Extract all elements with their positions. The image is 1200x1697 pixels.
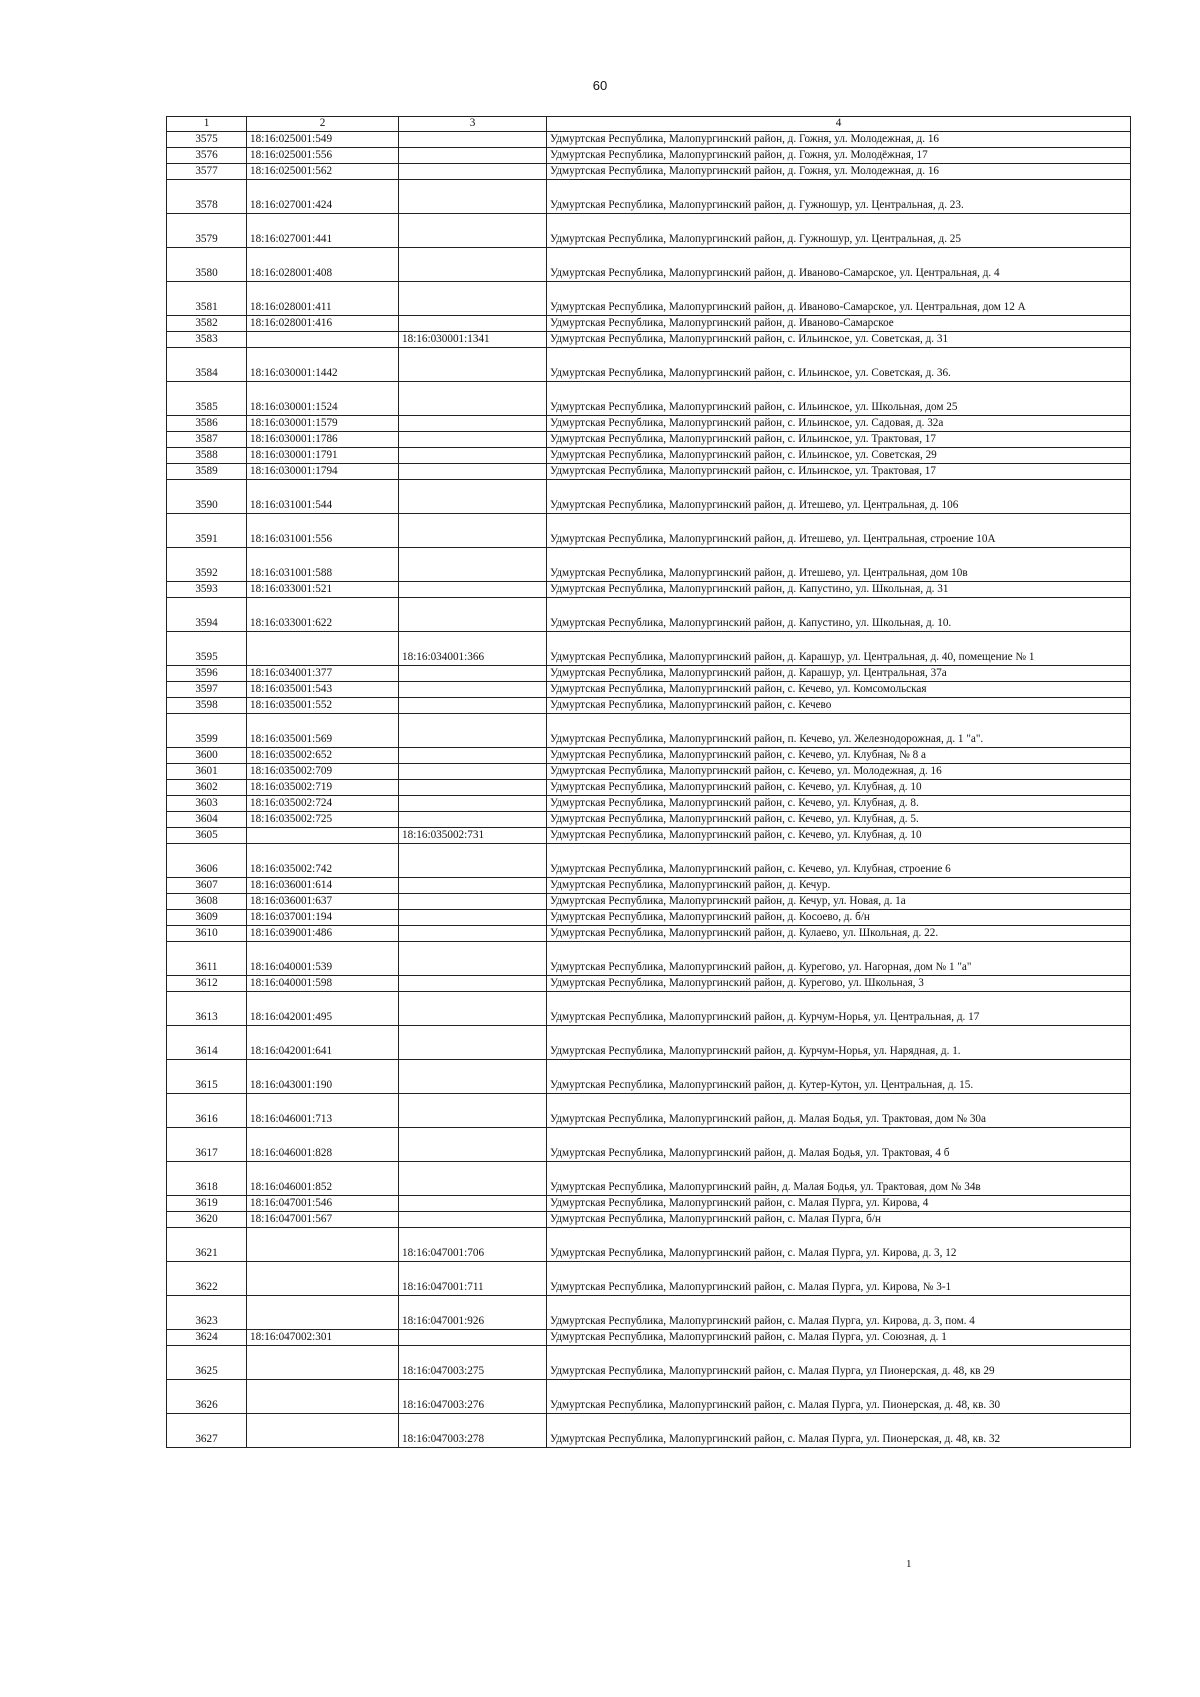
row-number-cell: 3625: [167, 1345, 247, 1379]
table-row: [167, 131, 1131, 147]
table-row: [167, 179, 1131, 213]
cadastral-number-alt-cell: [399, 713, 547, 747]
table-row: [167, 213, 1131, 247]
header-col-2: 2: [247, 117, 399, 132]
table-row: [167, 975, 1131, 991]
cadastral-number-alt-cell: 18:16:034001:366: [399, 631, 547, 665]
address-cell: Удмуртская Республика, Малопургинский район, с. Ильинское, ул. Трактовая, 17: [547, 431, 1131, 447]
cadastral-number-cell: [247, 1295, 399, 1329]
row-number-cell: 3586: [167, 415, 247, 431]
cadastral-number-cell: [247, 1379, 399, 1413]
address-cell: Удмуртская Республика, Малопургинский район, д. Кечур, ул. Новая, д. 1а: [547, 893, 1131, 909]
address-cell: Удмуртская Республика, Малопургинский район, с. Кечево, ул. Клубная, д. 10: [547, 827, 1131, 843]
cadastral-number-alt-cell: [399, 479, 547, 513]
table-row: [167, 1329, 1131, 1345]
row-number-cell: 3579: [167, 213, 247, 247]
cadastral-number-alt-cell: [399, 513, 547, 547]
table-row: [167, 431, 1131, 447]
cadastral-number-cell: 18:16:035002:724: [247, 795, 399, 811]
cadastral-number-cell: 18:16:030001:1442: [247, 347, 399, 381]
cadastral-number-cell: 18:16:047001:567: [247, 1211, 399, 1227]
cadastral-number-alt-cell: [399, 381, 547, 415]
cadastral-number-cell: 18:16:046001:713: [247, 1093, 399, 1127]
row-number-cell: 3594: [167, 597, 247, 631]
cadastral-number-cell: 18:16:037001:194: [247, 909, 399, 925]
cadastral-number-cell: 18:16:033001:521: [247, 581, 399, 597]
address-cell: Удмуртская Республика, Малопургинский райн, д. Малая Бодья, ул. Трактовая, дом № 34в: [547, 1161, 1131, 1195]
cadastral-number-alt-cell: 18:16:047003:275: [399, 1345, 547, 1379]
table-row: [167, 381, 1131, 415]
row-number-cell: 3612: [167, 975, 247, 991]
address-cell: Удмуртская Республика, Малопургинский район, д. Иваново-Самарское, ул. Центральная, дом 12 А: [547, 281, 1131, 315]
cadastral-number-alt-cell: [399, 147, 547, 163]
row-number-cell: 3584: [167, 347, 247, 381]
cadastral-number-alt-cell: [399, 665, 547, 681]
row-number-cell: 3580: [167, 247, 247, 281]
cadastral-number-cell: 18:16:047002:301: [247, 1329, 399, 1345]
address-cell: Удмуртская Республика, Малопургинский район, д. Малая Бодья, ул. Трактовая, дом № 30а: [547, 1093, 1131, 1127]
cadastral-number-cell: [247, 1261, 399, 1295]
cadastral-number-cell: 18:16:042001:495: [247, 991, 399, 1025]
cadastral-number-alt-cell: [399, 1329, 547, 1345]
row-number-cell: 3609: [167, 909, 247, 925]
row-number-cell: 3583: [167, 331, 247, 347]
cadastral-number-alt-cell: [399, 991, 547, 1025]
cadastral-number-cell: 18:16:035002:652: [247, 747, 399, 763]
cadastral-number-cell: 18:16:039001:486: [247, 925, 399, 941]
address-cell: Удмуртская Республика, Малопургинский район, д. Итешево, ул. Центральная, д. 106: [547, 479, 1131, 513]
cadastral-number-alt-cell: [399, 247, 547, 281]
address-cell: Удмуртская Республика, Малопургинский район, д. Иваново-Самарское: [547, 315, 1131, 331]
address-cell: Удмуртская Республика, Малопургинский район, с. Кечево, ул. Комсомольская: [547, 681, 1131, 697]
row-number-cell: 3590: [167, 479, 247, 513]
table-row: [167, 1227, 1131, 1261]
cadastral-number-cell: 18:16:033001:622: [247, 597, 399, 631]
row-number-cell: 3598: [167, 697, 247, 713]
row-number-cell: 3592: [167, 547, 247, 581]
address-cell: Удмуртская Республика, Малопургинский район, д. Капустино, ул. Школьная, д. 31: [547, 581, 1131, 597]
cadastral-number-alt-cell: [399, 811, 547, 827]
cadastral-number-cell: 18:16:027001:424: [247, 179, 399, 213]
table-row: [167, 843, 1131, 877]
address-cell: Удмуртская Республика, Малопургинский район, д. Кутер-Кутон, ул. Центральная, д. 15.: [547, 1059, 1131, 1093]
row-number-cell: 3593: [167, 581, 247, 597]
cadastral-number-alt-cell: [399, 843, 547, 877]
table-row: [167, 581, 1131, 597]
address-cell: Удмуртская Республика, Малопургинский район, д. Иваново-Самарское, ул. Центральная, д. 4: [547, 247, 1131, 281]
row-number-cell: 3605: [167, 827, 247, 843]
cadastral-number-cell: 18:16:042001:641: [247, 1025, 399, 1059]
address-cell: Удмуртская Республика, Малопургинский район, с. Малая Пурга, ул. Кирова, № 3-1: [547, 1261, 1131, 1295]
table-row: [167, 315, 1131, 331]
cadastral-number-alt-cell: 18:16:047003:276: [399, 1379, 547, 1413]
row-number-cell: 3619: [167, 1195, 247, 1211]
table-row: [167, 247, 1131, 281]
cadastral-number-alt-cell: [399, 893, 547, 909]
table-row: [167, 1413, 1131, 1447]
table-row: [167, 665, 1131, 681]
cadastral-number-cell: 18:16:025001:556: [247, 147, 399, 163]
table-row: [167, 1059, 1131, 1093]
row-number-cell: 3581: [167, 281, 247, 315]
address-cell: Удмуртская Республика, Малопургинский район, д. Курегово, ул. Нагорная, дом № 1 "а": [547, 941, 1131, 975]
table-row: [167, 631, 1131, 665]
cadastral-number-cell: [247, 1345, 399, 1379]
address-cell: Удмуртская Республика, Малопургинский район, д. Гужношур, ул. Центральная, д. 23.: [547, 179, 1131, 213]
cadastral-number-alt-cell: [399, 581, 547, 597]
cadastral-number-alt-cell: [399, 315, 547, 331]
address-cell: Удмуртская Республика, Малопургинский район, с. Кечево, ул. Клубная, № 8 а: [547, 747, 1131, 763]
address-cell: Удмуртская Республика, Малопургинский район, п. Кечево, ул. Железнодорожная, д. 1 "а".: [547, 713, 1131, 747]
cadastral-number-alt-cell: [399, 779, 547, 795]
row-number-cell: 3599: [167, 713, 247, 747]
cadastral-number-cell: 18:16:040001:598: [247, 975, 399, 991]
row-number-cell: 3578: [167, 179, 247, 213]
row-number-cell: 3595: [167, 631, 247, 665]
address-cell: Удмуртская Республика, Малопургинский район, с. Кечево: [547, 697, 1131, 713]
table-row: [167, 347, 1131, 381]
cadastral-number-alt-cell: [399, 213, 547, 247]
cadastral-number-cell: 18:16:031001:588: [247, 547, 399, 581]
table-row: [167, 447, 1131, 463]
address-cell: Удмуртская Республика, Малопургинский район, д. Гожня, ул. Молодежная, д. 16: [547, 163, 1131, 179]
row-number-cell: 3587: [167, 431, 247, 447]
cadastral-number-cell: [247, 331, 399, 347]
cadastral-number-cell: 18:16:030001:1524: [247, 381, 399, 415]
address-cell: Удмуртская Республика, Малопургинский район, с. Ильинское, ул. Советская, д. 31: [547, 331, 1131, 347]
page-number: 60: [592, 78, 608, 93]
table-row: [167, 513, 1131, 547]
row-number-cell: 3597: [167, 681, 247, 697]
table-row: [167, 811, 1131, 827]
cadastral-number-alt-cell: [399, 1127, 547, 1161]
row-number-cell: 3608: [167, 893, 247, 909]
header-col-3: 3: [399, 117, 547, 132]
cadastral-number-alt-cell: [399, 877, 547, 893]
cadastral-number-alt-cell: 18:16:047001:706: [399, 1227, 547, 1261]
cadastral-number-alt-cell: [399, 925, 547, 941]
cadastral-table: [166, 116, 1131, 1448]
address-cell: Удмуртская Республика, Малопургинский район, д. Кулаево, ул. Школьная, д. 22.: [547, 925, 1131, 941]
address-cell: Удмуртская Республика, Малопургинский район, с. Малая Пурга, ул. Кирова, д. 3, пом. 4: [547, 1295, 1131, 1329]
table-row: [167, 1093, 1131, 1127]
row-number-cell: 3611: [167, 941, 247, 975]
address-cell: Удмуртская Республика, Малопургинский район, д. Гожня, ул. Молодёжная, 17: [547, 147, 1131, 163]
table-row: [167, 1161, 1131, 1195]
address-cell: Удмуртская Республика, Малопургинский район, д. Курчум-Норья, ул. Центральная, д. 17: [547, 991, 1131, 1025]
address-cell: Удмуртская Республика, Малопургинский район, д. Итешево, ул. Центральная, дом 10в: [547, 547, 1131, 581]
cadastral-number-cell: 18:16:046001:828: [247, 1127, 399, 1161]
table-row: [167, 163, 1131, 179]
cadastral-number-alt-cell: [399, 975, 547, 991]
row-number-cell: 3618: [167, 1161, 247, 1195]
address-cell: Удмуртская Республика, Малопургинский район, д. Капустино, ул. Школьная, д. 10.: [547, 597, 1131, 631]
address-cell: Удмуртская Республика, Малопургинский район, д. Малая Бодья, ул. Трактовая, 4 б: [547, 1127, 1131, 1161]
table-row: [167, 1345, 1131, 1379]
header-col-1: 1: [167, 117, 247, 132]
cadastral-number-cell: 18:16:030001:1794: [247, 463, 399, 479]
table-row: [167, 1211, 1131, 1227]
row-number-cell: 3616: [167, 1093, 247, 1127]
cadastral-number-alt-cell: [399, 1195, 547, 1211]
table-row: [167, 1295, 1131, 1329]
address-cell: Удмуртская Республика, Малопургинский район, с. Малая Пурга, ул. Кирова, 4: [547, 1195, 1131, 1211]
table-row: [167, 147, 1131, 163]
address-cell: Удмуртская Республика, Малопургинский район, с. Малая Пурга, ул. Союзная, д. 1: [547, 1329, 1131, 1345]
cadastral-number-alt-cell: [399, 1025, 547, 1059]
table-row: [167, 827, 1131, 843]
row-number-cell: 3620: [167, 1211, 247, 1227]
cadastral-number-alt-cell: 18:16:047001:926: [399, 1295, 547, 1329]
cadastral-number-cell: 18:16:031001:556: [247, 513, 399, 547]
cadastral-number-alt-cell: 18:16:030001:1341: [399, 331, 547, 347]
address-cell: Удмуртская Республика, Малопургинский район, с. Малая Пурга, б/н: [547, 1211, 1131, 1227]
table-row: [167, 763, 1131, 779]
table-row: [167, 991, 1131, 1025]
cadastral-number-alt-cell: [399, 909, 547, 925]
row-number-cell: 3610: [167, 925, 247, 941]
row-number-cell: 3604: [167, 811, 247, 827]
row-number-cell: 3582: [167, 315, 247, 331]
row-number-cell: 3627: [167, 1413, 247, 1447]
cadastral-number-alt-cell: 18:16:035002:731: [399, 827, 547, 843]
cadastral-number-alt-cell: [399, 941, 547, 975]
table-row: [167, 1025, 1131, 1059]
address-cell: Удмуртская Республика, Малопургинский район, с. Ильинское, ул. Советская, 29: [547, 447, 1131, 463]
row-number-cell: 3596: [167, 665, 247, 681]
cadastral-number-cell: 18:16:035002:719: [247, 779, 399, 795]
address-cell: Удмуртская Республика, Малопургинский район, д. Карашур, ул. Центральная, д. 40, помещение № 1: [547, 631, 1131, 665]
address-cell: Удмуртская Республика, Малопургинский район, с. Кечево, ул. Клубная, д. 10: [547, 779, 1131, 795]
address-cell: Удмуртская Республика, Малопургинский район, д. Гожня, ул. Молодежная, д. 16: [547, 131, 1131, 147]
cadastral-number-alt-cell: [399, 1059, 547, 1093]
table-row: [167, 547, 1131, 581]
row-number-cell: 3575: [167, 131, 247, 147]
cadastral-number-cell: [247, 827, 399, 843]
address-cell: Удмуртская Республика, Малопургинский район, д. Курчум-Норья, ул. Нарядная, д. 1.: [547, 1025, 1131, 1059]
cadastral-number-cell: 18:16:035001:569: [247, 713, 399, 747]
cadastral-number-cell: 18:16:030001:1579: [247, 415, 399, 431]
row-number-cell: 3606: [167, 843, 247, 877]
row-number-cell: 3576: [167, 147, 247, 163]
address-cell: Удмуртская Республика, Малопургинский район, с. Кечево, ул. Молодежная, д. 16: [547, 763, 1131, 779]
cadastral-number-cell: 18:16:043001:190: [247, 1059, 399, 1093]
cadastral-number-cell: 18:16:040001:539: [247, 941, 399, 975]
table-header-row: [167, 117, 1131, 132]
table-row: [167, 597, 1131, 631]
table-row: [167, 795, 1131, 811]
table-row: [167, 463, 1131, 479]
cadastral-number-cell: 18:16:027001:441: [247, 213, 399, 247]
table-row: [167, 713, 1131, 747]
table-row: [167, 747, 1131, 763]
table-row: [167, 697, 1131, 713]
table-row: [167, 1379, 1131, 1413]
cadastral-number-alt-cell: [399, 463, 547, 479]
address-cell: Удмуртская Республика, Малопургинский район, с. Малая Пурга, ул. Пионерская, д. 48, кв. 32: [547, 1413, 1131, 1447]
cadastral-number-alt-cell: [399, 681, 547, 697]
cadastral-number-alt-cell: [399, 597, 547, 631]
cadastral-number-alt-cell: [399, 131, 547, 147]
cadastral-number-cell: [247, 1413, 399, 1447]
table-row: [167, 877, 1131, 893]
address-cell: Удмуртская Республика, Малопургинский район, с. Ильинское, ул. Советская, д. 36.: [547, 347, 1131, 381]
row-number-cell: 3588: [167, 447, 247, 463]
cadastral-number-cell: 18:16:036001:637: [247, 893, 399, 909]
address-cell: Удмуртская Республика, Малопургинский район, д. Гужношур, ул. Центральная, д. 25: [547, 213, 1131, 247]
cadastral-number-cell: [247, 1227, 399, 1261]
cadastral-number-alt-cell: [399, 763, 547, 779]
row-number-cell: 3589: [167, 463, 247, 479]
address-cell: Удмуртская Республика, Малопургинский район, д. Итешево, ул. Центральная, строение 10А: [547, 513, 1131, 547]
cadastral-number-cell: 18:16:036001:614: [247, 877, 399, 893]
row-number-cell: 3603: [167, 795, 247, 811]
cadastral-number-cell: 18:16:028001:416: [247, 315, 399, 331]
address-cell: Удмуртская Республика, Малопургинский район, с. Ильинское, ул. Трактовая, 17: [547, 463, 1131, 479]
cadastral-number-cell: 18:16:025001:562: [247, 163, 399, 179]
row-number-cell: 3613: [167, 991, 247, 1025]
table-row: [167, 331, 1131, 347]
table-row: [167, 1261, 1131, 1295]
cadastral-number-cell: 18:16:046001:852: [247, 1161, 399, 1195]
row-number-cell: 3577: [167, 163, 247, 179]
footer-mark: 1: [906, 1558, 912, 1570]
cadastral-number-alt-cell: [399, 1211, 547, 1227]
row-number-cell: 3600: [167, 747, 247, 763]
table-row: [167, 1127, 1131, 1161]
cadastral-number-alt-cell: [399, 179, 547, 213]
address-cell: Удмуртская Республика, Малопургинский район, с. Кечево, ул. Клубная, строение 6: [547, 843, 1131, 877]
table-row: [167, 925, 1131, 941]
table-row: [167, 1195, 1131, 1211]
cadastral-number-cell: [247, 631, 399, 665]
cadastral-number-alt-cell: [399, 347, 547, 381]
table-row: [167, 941, 1131, 975]
cadastral-number-cell: 18:16:030001:1786: [247, 431, 399, 447]
cadastral-number-alt-cell: [399, 1093, 547, 1127]
row-number-cell: 3621: [167, 1227, 247, 1261]
address-cell: Удмуртская Республика, Малопургинский район, д. Карашур, ул. Центральная, 37а: [547, 665, 1131, 681]
table-row: [167, 281, 1131, 315]
cadastral-number-alt-cell: [399, 547, 547, 581]
row-number-cell: 3615: [167, 1059, 247, 1093]
cadastral-number-cell: 18:16:047001:546: [247, 1195, 399, 1211]
cadastral-number-cell: 18:16:031001:544: [247, 479, 399, 513]
cadastral-number-cell: 18:16:030001:1791: [247, 447, 399, 463]
table-row: [167, 415, 1131, 431]
cadastral-number-cell: 18:16:035002:725: [247, 811, 399, 827]
address-cell: Удмуртская Республика, Малопургинский район, с. Малая Пурга, ул. Кирова, д. 3, 12: [547, 1227, 1131, 1261]
row-number-cell: 3617: [167, 1127, 247, 1161]
cadastral-number-alt-cell: 18:16:047001:711: [399, 1261, 547, 1295]
cadastral-number-alt-cell: [399, 447, 547, 463]
table-row: [167, 681, 1131, 697]
row-number-cell: 3602: [167, 779, 247, 795]
row-number-cell: 3591: [167, 513, 247, 547]
address-cell: Удмуртская Республика, Малопургинский район, с. Малая Пурга, ул. Пионерская, д. 48, кв. 30: [547, 1379, 1131, 1413]
cadastral-number-alt-cell: [399, 697, 547, 713]
row-number-cell: 3622: [167, 1261, 247, 1295]
row-number-cell: 3624: [167, 1329, 247, 1345]
address-cell: Удмуртская Республика, Малопургинский район, с. Кечево, ул. Клубная, д. 5.: [547, 811, 1131, 827]
row-number-cell: 3585: [167, 381, 247, 415]
row-number-cell: 3626: [167, 1379, 247, 1413]
cadastral-number-alt-cell: [399, 795, 547, 811]
cadastral-number-cell: 18:16:035002:742: [247, 843, 399, 877]
cadastral-number-alt-cell: [399, 415, 547, 431]
cadastral-number-alt-cell: [399, 281, 547, 315]
table-row: [167, 779, 1131, 795]
cadastral-number-cell: 18:16:025001:549: [247, 131, 399, 147]
address-cell: Удмуртская Республика, Малопургинский район, с. Малая Пурга, ул Пионерская, д. 48, кв 29: [547, 1345, 1131, 1379]
cadastral-number-cell: 18:16:035001:552: [247, 697, 399, 713]
cadastral-number-alt-cell: [399, 431, 547, 447]
table-row: [167, 893, 1131, 909]
cadastral-number-alt-cell: 18:16:047003:278: [399, 1413, 547, 1447]
address-cell: Удмуртская Республика, Малопургинский район, д. Кечур.: [547, 877, 1131, 893]
row-number-cell: 3614: [167, 1025, 247, 1059]
row-number-cell: 3607: [167, 877, 247, 893]
header-col-4: 4: [547, 117, 1131, 132]
address-cell: Удмуртская Республика, Малопургинский район, с. Ильинское, ул. Садовая, д. 32а: [547, 415, 1131, 431]
table-row: [167, 909, 1131, 925]
cadastral-number-alt-cell: [399, 1161, 547, 1195]
cadastral-number-alt-cell: [399, 747, 547, 763]
row-number-cell: 3623: [167, 1295, 247, 1329]
cadastral-number-cell: 18:16:035002:709: [247, 763, 399, 779]
cadastral-number-cell: 18:16:034001:377: [247, 665, 399, 681]
address-cell: Удмуртская Республика, Малопургинский район, д. Курегово, ул. Школьная, 3: [547, 975, 1131, 991]
address-cell: Удмуртская Республика, Малопургинский район, д. Косоево, д. б/н: [547, 909, 1131, 925]
address-cell: Удмуртская Республика, Малопургинский район, с. Ильинское, ул. Школьная, дом 25: [547, 381, 1131, 415]
cadastral-number-cell: 18:16:028001:408: [247, 247, 399, 281]
address-cell: Удмуртская Республика, Малопургинский район, с. Кечево, ул. Клубная, д. 8.: [547, 795, 1131, 811]
cadastral-number-cell: 18:16:028001:411: [247, 281, 399, 315]
cadastral-number-alt-cell: [399, 163, 547, 179]
table-row: [167, 479, 1131, 513]
row-number-cell: 3601: [167, 763, 247, 779]
cadastral-number-cell: 18:16:035001:543: [247, 681, 399, 697]
